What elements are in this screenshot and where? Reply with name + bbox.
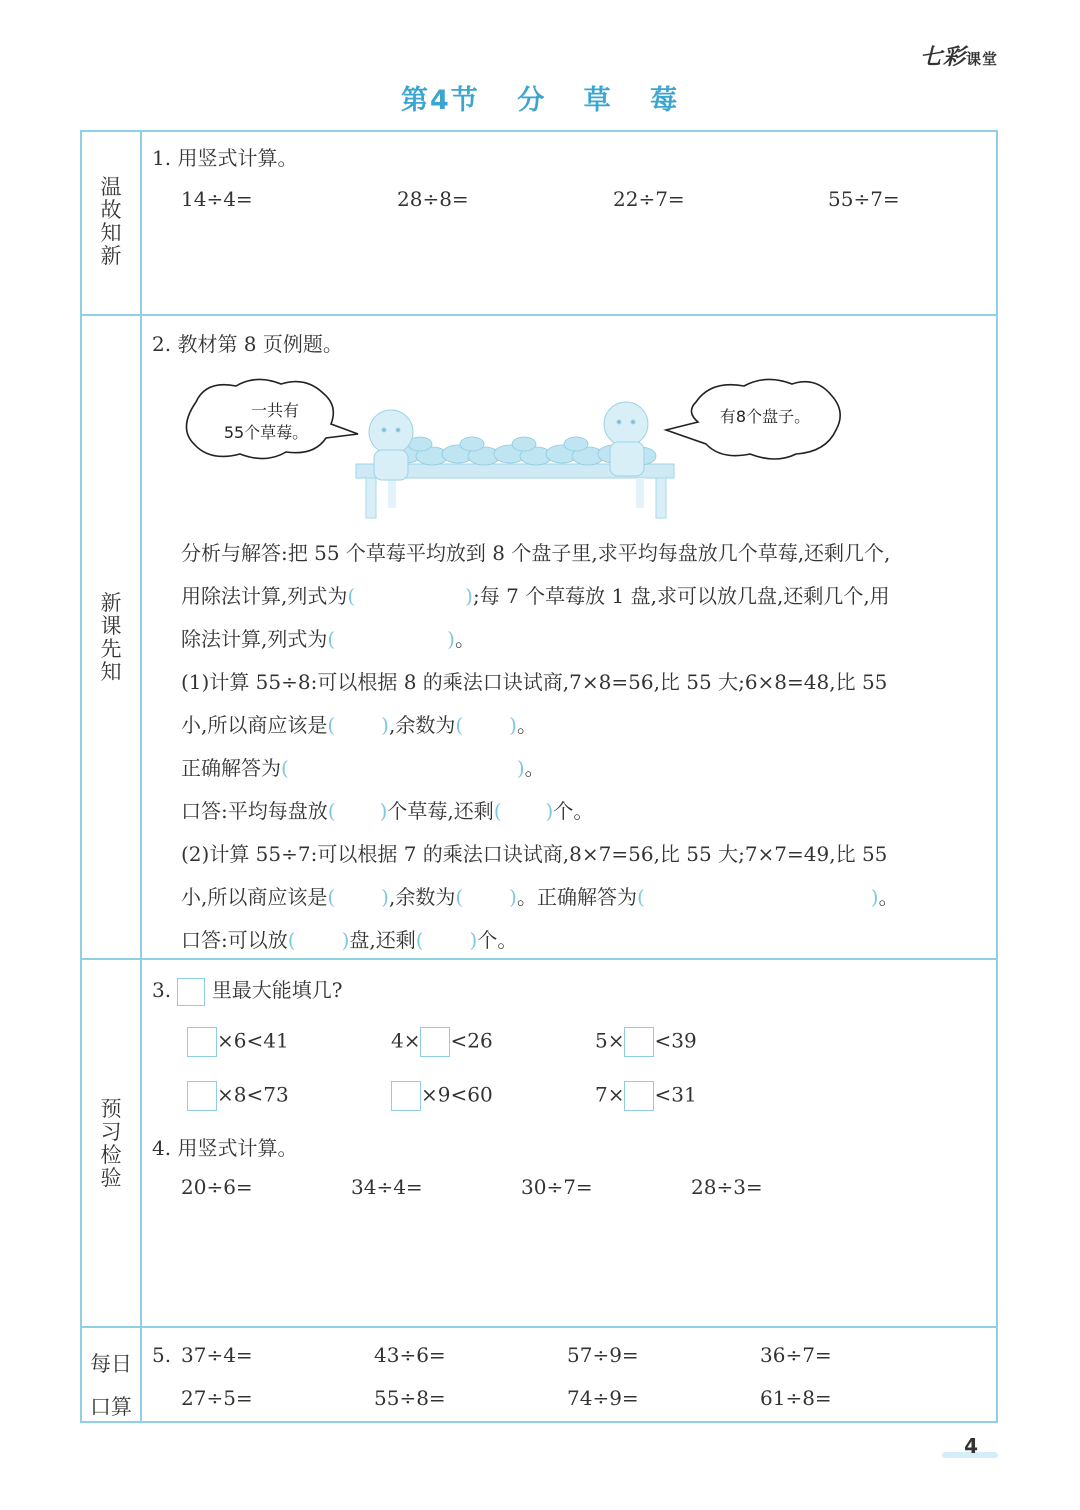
q5-item: 36÷7=	[760, 1343, 832, 1367]
q2-step2-line: 小,所以商应该是( ),余数为( )。正确解答为( )。	[181, 885, 899, 909]
answer-box[interactable]	[391, 1081, 421, 1111]
q5-item: 55÷8=	[374, 1386, 446, 1410]
q3-item: ×6<41	[187, 1027, 289, 1057]
answer-box[interactable]	[187, 1027, 217, 1057]
logo-main: 七彩	[919, 45, 966, 70]
q5-item: 27÷5=	[181, 1386, 253, 1410]
answer-blank[interactable]: ( )	[287, 928, 350, 952]
section-divider	[81, 1326, 998, 1328]
q2-stem: 2. 教材第 8 页例题。	[152, 332, 343, 356]
title-word: 草	[583, 85, 613, 116]
q1-item: 55÷7=	[828, 187, 900, 211]
logo-suffix: 课堂	[965, 50, 998, 68]
answer-box[interactable]	[420, 1027, 450, 1057]
answer-blank[interactable]: ( )	[455, 885, 517, 909]
q5-item: 57÷9=	[567, 1343, 639, 1367]
q3-item: 4× <26	[391, 1027, 493, 1057]
q1-item: 28÷8=	[397, 187, 469, 211]
q4-item: 28÷3=	[691, 1175, 763, 1199]
answer-blank[interactable]: ( )	[327, 799, 388, 823]
q5-item: 61÷8=	[760, 1386, 832, 1410]
answer-blank[interactable]: ( )	[327, 627, 455, 651]
answer-blank[interactable]: ( )	[327, 885, 389, 909]
answer-blank[interactable]: ( )	[347, 584, 473, 608]
character-right-icon	[604, 402, 648, 476]
q4-item: 34÷4=	[351, 1175, 423, 1199]
page-title	[0, 78, 1080, 117]
q3-item: 7× <31	[595, 1081, 697, 1111]
bubble-left-line-1: 一共有	[250, 401, 299, 420]
title-section: 第4节	[400, 85, 480, 116]
answer-blank[interactable]: ( )	[636, 885, 879, 909]
q5-item: 37÷4=	[181, 1343, 253, 1367]
section-divider-vertical	[140, 131, 142, 1422]
q2-step2-line: 口答:可以放( )盘,还剩( )个。	[181, 928, 518, 952]
section-label-check: 预习检验	[100, 1097, 122, 1190]
q4-stem: 4. 用竖式计算。	[152, 1136, 298, 1160]
q2-step2-line: (2)计算 55÷7:可以根据 7 的乘法口诀试商,8×7=56,比 55 大;7×7=49,比 55	[181, 842, 888, 866]
answer-box[interactable]	[624, 1027, 654, 1057]
q1-item: 22÷7=	[613, 187, 685, 211]
q2-analysis-line: 除法计算,列式为( )。	[181, 627, 475, 651]
answer-blank[interactable]: ( )	[327, 713, 389, 737]
section-label-review: 温故知新	[100, 175, 122, 268]
q3-item: ×9<60	[391, 1081, 493, 1111]
q5-item: 43÷6=	[374, 1343, 446, 1367]
q3-item: ×8<73	[187, 1081, 289, 1111]
q1-stem: 1. 用竖式计算。	[152, 146, 298, 170]
answer-blank[interactable]: ( )	[415, 928, 478, 952]
answer-blank[interactable]: ( )	[281, 756, 525, 780]
answer-blank[interactable]: ( )	[493, 799, 554, 823]
daily-label-2: 口算	[90, 1395, 132, 1419]
q2-analysis-line: 分析与解答:把 55 个草莓平均放到 8 个盘子里,求平均每盘放几个草莓,还剩几个,	[181, 541, 891, 565]
q2-step1-line: 正确解答为( )。	[181, 756, 545, 780]
strawberry-illustration	[176, 372, 846, 522]
section-divider	[81, 958, 998, 960]
q1-item: 14÷4=	[181, 187, 253, 211]
q2-step1-line: (1)计算 55÷8:可以根据 8 的乘法口诀试商,7×8=56,比 55 大;6×8=48,比 55	[181, 670, 888, 694]
q2-step1-line: 小,所以商应该是( ),余数为( )。	[181, 713, 537, 737]
q4-item: 30÷7=	[521, 1175, 593, 1199]
answer-box[interactable]	[187, 1081, 217, 1111]
section-label-daily	[82, 1343, 140, 1429]
q4-item: 20÷6=	[181, 1175, 253, 1199]
bubble-left-line-2: 55个草莓。	[223, 423, 309, 442]
brand-logo	[920, 40, 998, 71]
title-word: 分	[517, 85, 547, 116]
title-word: 莓	[650, 85, 679, 116]
section-label-preview: 新课先知	[100, 591, 122, 684]
character-left-icon	[369, 410, 413, 480]
q3-stem: 3. 里最大能填几?	[152, 974, 343, 1006]
q2-step1-line: 口答:平均每盘放( )个草莓,还剩( )个。	[181, 799, 594, 823]
answer-blank[interactable]: ( )	[455, 713, 517, 737]
q5-number: 5.	[152, 1343, 172, 1367]
bubble-right-text: 有8个盘子。	[719, 407, 811, 426]
section-divider	[81, 314, 998, 316]
q3-item: 5× <39	[595, 1027, 697, 1057]
q5-item: 74÷9=	[567, 1386, 639, 1410]
daily-label-1: 每日	[90, 1352, 132, 1376]
page-number: 4	[964, 1434, 978, 1458]
bubble-left-text	[196, 400, 336, 444]
answer-box-icon	[177, 978, 205, 1006]
q2-analysis-line: 用除法计算,列式为( );每 7 个草莓放 1 盘,求可以放几盘,还剩几个,用	[181, 584, 890, 608]
answer-box[interactable]	[624, 1081, 654, 1111]
